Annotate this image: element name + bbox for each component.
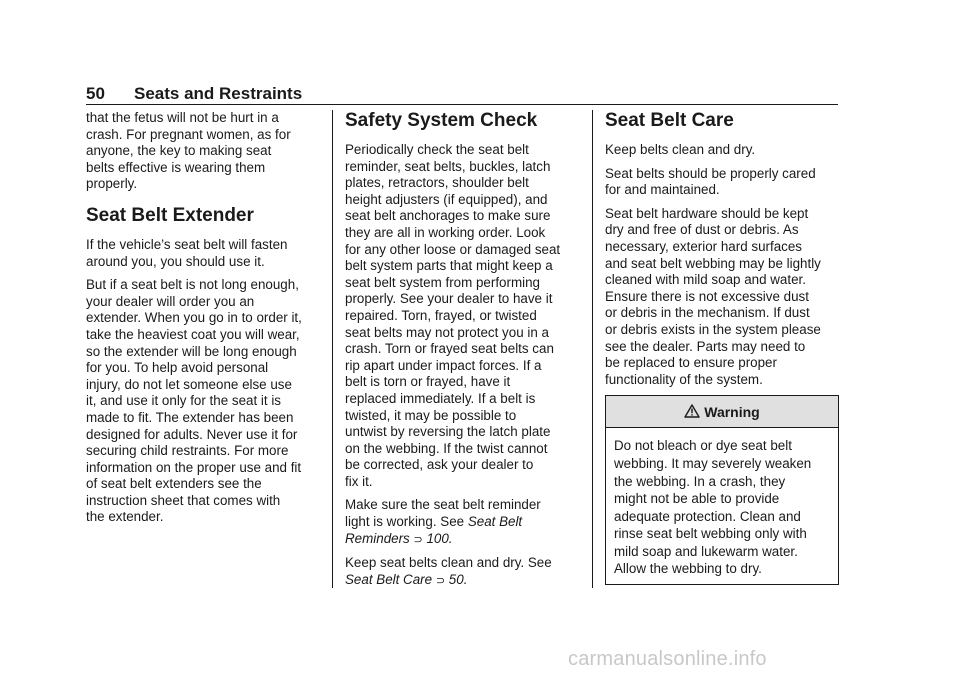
text-line: be corrected, ask your dealer to [345, 457, 534, 473]
xref-page-number[interactable]: 100 [426, 530, 449, 546]
text-line: instruction sheet that comes with [86, 492, 281, 508]
extender-paragraph-1 [86, 237, 326, 270]
text-line: height adjusters (if equipped), and [345, 191, 548, 207]
text-line: crash. For pregnant women, as for [86, 126, 291, 142]
text-fragment: . [448, 530, 453, 546]
text-line: made to fit. The extender has been [86, 409, 294, 425]
text-line: webbing. It may severely weaken [614, 455, 812, 471]
text-line: Periodically check the seat belt [345, 142, 529, 157]
text-line: Seat belts should be properly cared [605, 165, 816, 181]
xref-seat-belt-care-link[interactable]: Seat Belt Care [345, 571, 433, 587]
text-line: information on the proper use and fit [86, 459, 302, 475]
text-line: on the webbing. If the twist cannot [345, 440, 548, 456]
heading-safety-system-check: Safety System Check [345, 110, 538, 131]
text-line: Keep belts clean and dry. [605, 142, 756, 157]
heading-seat-belt-care: Seat Belt Care [605, 110, 734, 131]
text-line: twisted, it may be possible to [345, 407, 517, 423]
text-line: untwist by reversing the latch plate [345, 424, 551, 440]
text-line: reminder, seat belts, buckles, latch [345, 158, 551, 174]
text-line: and seat belt webbing may be lightly [605, 255, 821, 271]
text-line: But if a seat belt is not long enough, [86, 277, 299, 293]
safety-check-paragraph-3 [345, 555, 583, 589]
warning-header [606, 396, 838, 428]
care-paragraph-1 [605, 142, 839, 159]
text-line: it, and use it only for the seat it is [86, 393, 282, 409]
text-line: of seat belt extenders see the [86, 476, 262, 492]
text-line: your dealer will order you an [86, 293, 255, 309]
text-line: rip apart under impact forces. If a [345, 357, 542, 373]
page-number: 50 [86, 84, 105, 103]
text-line: injury, do not let someone else use [86, 376, 292, 392]
text-line: for any other loose or damaged seat [345, 241, 561, 257]
text-line: properly. [86, 176, 138, 192]
warning-box [605, 395, 839, 585]
care-paragraph-2 [605, 166, 839, 199]
text-line: plates, retractors, shoulder belt [345, 175, 529, 191]
text-line: functionality of the system. [605, 371, 763, 387]
text-line: Keep seat belts clean and dry. See [345, 555, 552, 571]
column-1 [86, 110, 326, 533]
text-line: seat belt anchorages to make sure [345, 208, 551, 224]
column-divider-2 [592, 110, 593, 588]
text-line: seat belts may not protect you in a [345, 324, 549, 340]
text-line: or debris exists in the system please [605, 321, 821, 337]
text-line: If the vehicle’s seat belt will fasten [86, 236, 288, 252]
xref-page-number[interactable]: 50 [448, 571, 464, 587]
text-line: or debris in the mechanism. If dust [605, 305, 810, 321]
warning-title: Warning [704, 404, 760, 421]
text-line: that the fetus will not be hurt in a [86, 110, 279, 125]
heading-seat-belt-extender: Seat Belt Extender [86, 204, 254, 226]
text-line: be replaced to ensure proper [605, 355, 777, 371]
watermark: carmanualsonline.info [568, 648, 767, 670]
header-rule [86, 104, 838, 105]
text-line [345, 531, 583, 549]
safety-check-paragraph-2 [345, 497, 583, 548]
text-line: crash. Torn or frayed seat belts can [345, 341, 554, 357]
column-divider-1 [332, 110, 333, 588]
text-line: around you, you should use it. [86, 253, 265, 269]
text-line: designed for adults. Never use it for [86, 426, 298, 442]
warning-body [606, 428, 838, 584]
text-line: dry and free of dust or debris. As [605, 222, 799, 238]
safety-check-paragraph-1 [345, 142, 583, 490]
text-line: mild soap and lukewarm water. [614, 543, 798, 559]
text-line: fix it. [345, 473, 373, 489]
care-paragraph-3 [605, 206, 839, 389]
text-line: adequate protection. Clean and [614, 508, 801, 524]
text-line: anyone, the key to making seat [86, 143, 272, 159]
section-title: Seats and Restraints [134, 84, 303, 103]
text-line: Do not bleach or dye seat belt [614, 438, 792, 454]
warning-icon [684, 397, 700, 429]
text-line [345, 572, 583, 590]
text-line: Seat belt hardware should be kept [605, 205, 809, 221]
text-line: so the extender will be long enough [86, 343, 297, 359]
xref-seat-belt-link[interactable]: Seat Belt [467, 514, 523, 530]
text-line: rinse seat belt webbing only with [614, 526, 807, 542]
text-line: belt is torn or frayed, have it [345, 374, 511, 390]
column-3 [605, 110, 839, 585]
text-line: Ensure there is not excessive dust [605, 288, 809, 304]
page-ref-icon: ⊃ [413, 533, 423, 546]
text-line: might not be able to provide [614, 491, 780, 507]
text-line: they are all in working order. Look [345, 224, 546, 240]
text-line: cleaned with mild soap and water. [605, 272, 806, 288]
text-line: Make sure the seat belt reminder [345, 497, 541, 513]
text-line: for and maintained. [605, 182, 720, 198]
text-line: properly. See your dealer to have it [345, 291, 553, 307]
extender-paragraph-2 [86, 277, 326, 526]
text-line: the webbing. In a crash, they [614, 473, 786, 489]
intro-paragraph [86, 110, 326, 193]
text-line [345, 514, 583, 531]
text-line: necessary, exterior hard surfaces [605, 238, 802, 254]
xref-reminders-link[interactable]: Reminders [345, 530, 410, 546]
page-ref-icon: ⊃ [435, 574, 446, 587]
text-line: securing child restraints. For more [86, 443, 289, 459]
text-line: see the dealer. Parts may need to [605, 338, 806, 354]
column-2 [345, 110, 583, 596]
text-line: seat belt system from performing [345, 274, 540, 290]
text-fragment: light is working. See [345, 514, 468, 530]
text-line: repaired. Torn, frayed, or twisted [345, 307, 537, 323]
text-line: take the heaviest coat you will wear, [86, 326, 300, 342]
text-line: Allow the webbing to dry. [614, 561, 762, 577]
text-line: for you. To help avoid personal [86, 360, 269, 376]
text-line: belt system parts that might keep a [345, 258, 553, 274]
text-line: belts effective is wearing them [86, 159, 266, 175]
text-line: the extender. [86, 509, 164, 525]
text-fragment: . [463, 571, 468, 587]
text-line: replaced immediately. If a belt is [345, 390, 536, 406]
text-line: extender. When you go in to order it, [86, 310, 302, 326]
page-header [86, 82, 838, 106]
